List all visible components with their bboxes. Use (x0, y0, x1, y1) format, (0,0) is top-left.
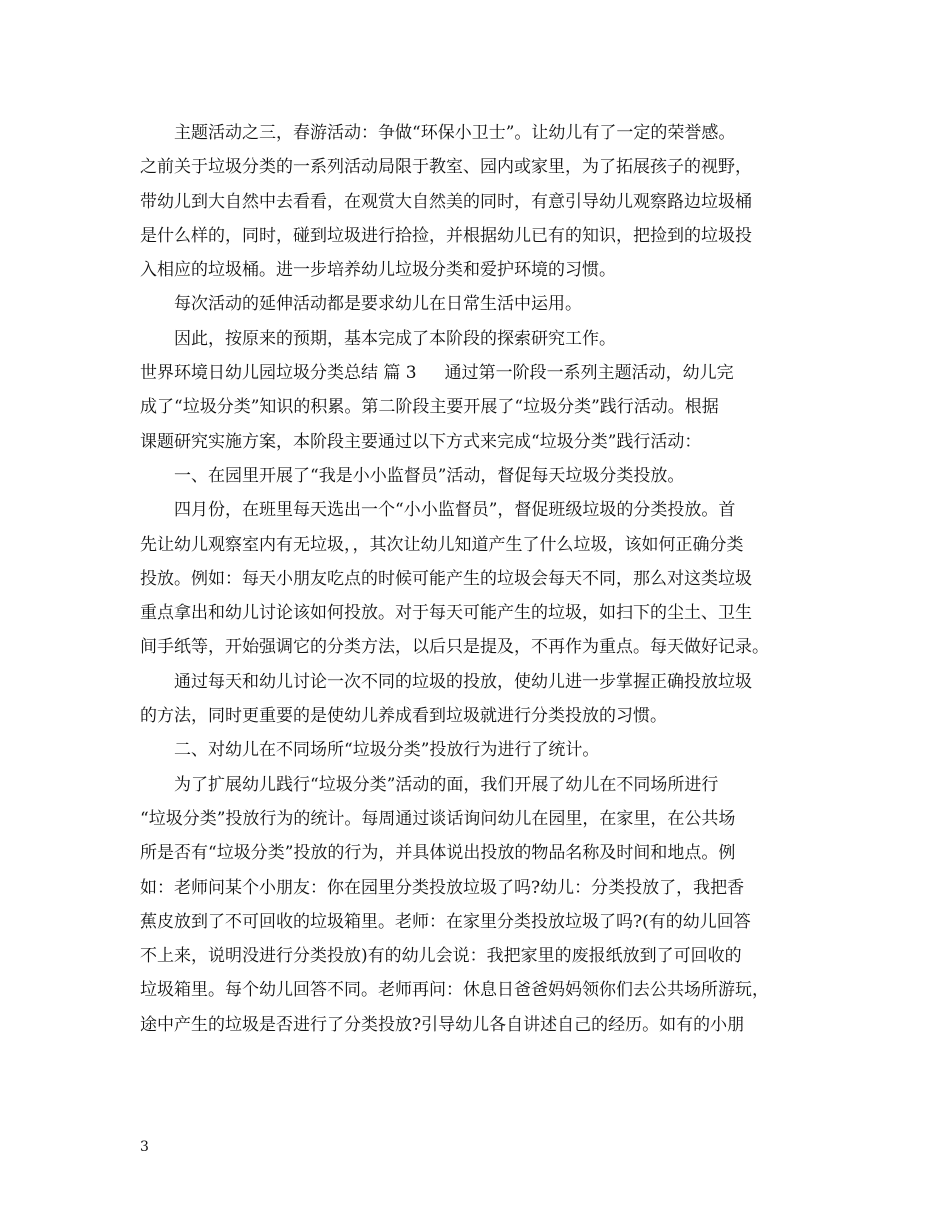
text-line: 二、对幼儿在不同场所“垃圾分类”投放行为进行了统计。 (174, 740, 600, 761)
text-line: 成了“垃圾分类”知识的积累。第二阶段主要开展了“垃圾分类”践行活动。根据 (140, 397, 719, 418)
text-line: 为了扩展幼儿践行“垃圾分类”活动的面，我们开展了幼儿在不同场所进行 (174, 774, 719, 795)
section-heading-line (140, 356, 830, 390)
text-line: “垃圾分类”投放行为的统计。每周通过谈话询问幼儿在园里，在家里，在公共场 (140, 808, 736, 829)
text-line: 重点拿出和幼儿讨论该如何投放。对于每天可能产生的垃圾，如扫下的尘土、卫生 (140, 603, 752, 624)
text-line: 主题活动之三，春游活动：争做“环保小卫士”。让幼儿有了一定的荣誉感。 (174, 123, 736, 143)
text-line: 因此，按原来的预期，基本完成了本阶段的探索研究工作。 (174, 328, 616, 349)
text-line: 途中产生的垃圾是否进行了分类投放?引导幼儿各自讲述自己的经历。如有的小朋 (140, 1014, 745, 1035)
text-line: 先让幼儿观察室内有无垃圾，，其次让幼儿知道产生了什么垃圾，该如何正确分类 (140, 534, 744, 555)
section-heading: 世界环境日幼儿园垃圾分类总结 篇 3 (140, 363, 417, 384)
text-line: 垃圾箱里。每个幼儿回答不同。老师再问：休息日爸爸妈妈领你们去公共场所游玩， (140, 980, 769, 1001)
text-line: 的方法，同时更重要的是使幼儿养成看到垃圾就进行分类投放的习惯。 (140, 706, 667, 727)
text-line: 带幼儿到大自然中去看看，在观赏大自然美的同时，有意引导幼儿观察路边垃圾桶 (140, 191, 752, 212)
text-line: 之前关于垃圾分类的一系列活动局限于教室、园内或家里，为了拓展孩子的视野， (140, 157, 752, 178)
text-line: 四月份，在班里每天选出一个“小小监督员”，督促班级垃圾的分类投放。首 (174, 500, 736, 521)
text-line: 每次活动的延伸活动都是要求幼儿在日常生活中运用。 (174, 294, 582, 315)
text-line: 课题研究实施方案，本阶段主要通过以下方式来完成“垃圾分类”践行活动： (140, 431, 702, 452)
section-first-text: 通过第一阶段一系列主题活动，幼儿完 (444, 363, 734, 384)
paragraph-block-2 (140, 390, 830, 1042)
paragraph-block-1 (140, 116, 830, 356)
text-line: 间手纸等，开始强调它的分类方法，以后只是提及，不再作为重点。每天做好记录。 (140, 637, 769, 658)
text-line: 一、在园里开展了“我是小小监督员”活动，督促每天垃圾分类投放。 (174, 465, 685, 486)
body-text (140, 116, 830, 1042)
text-line: 所是否有“垃圾分类”投放的行为，并具体说出投放的物品名称及时间和地点。例 (140, 843, 736, 864)
text-line: 不上来，说明没进行分类投放)有的幼儿会说：我把家里的废报纸放到了可回收的 (140, 946, 742, 967)
text-line: 入相应的垃圾桶。进一步培养幼儿垃圾分类和爱护环境的习惯。 (140, 260, 616, 281)
text-line: 是什么样的，同时，碰到垃圾进行拾捡，并根据幼儿已有的知识，把捡到的垃圾投 (140, 225, 752, 246)
page-number: 3 (140, 1139, 149, 1155)
text-line: 如：老师问某个小朋友：你在园里分类投放垃圾了吗?幼儿：分类投放了，我把香 (140, 877, 745, 898)
text-line: 蕉皮放到了不可回收的垃圾箱里。老师：在家里分类投放垃圾了吗?(有的幼儿回答 (140, 911, 751, 932)
text-line: 投放。例如：每天小朋友吃点的时候可能产生的垃圾会每天不同，那么对这类垃圾 (140, 568, 752, 589)
text-line: 通过每天和幼儿讨论一次不同的垃圾的投放，使幼儿进一步掌握正确投放垃圾 (174, 671, 752, 692)
